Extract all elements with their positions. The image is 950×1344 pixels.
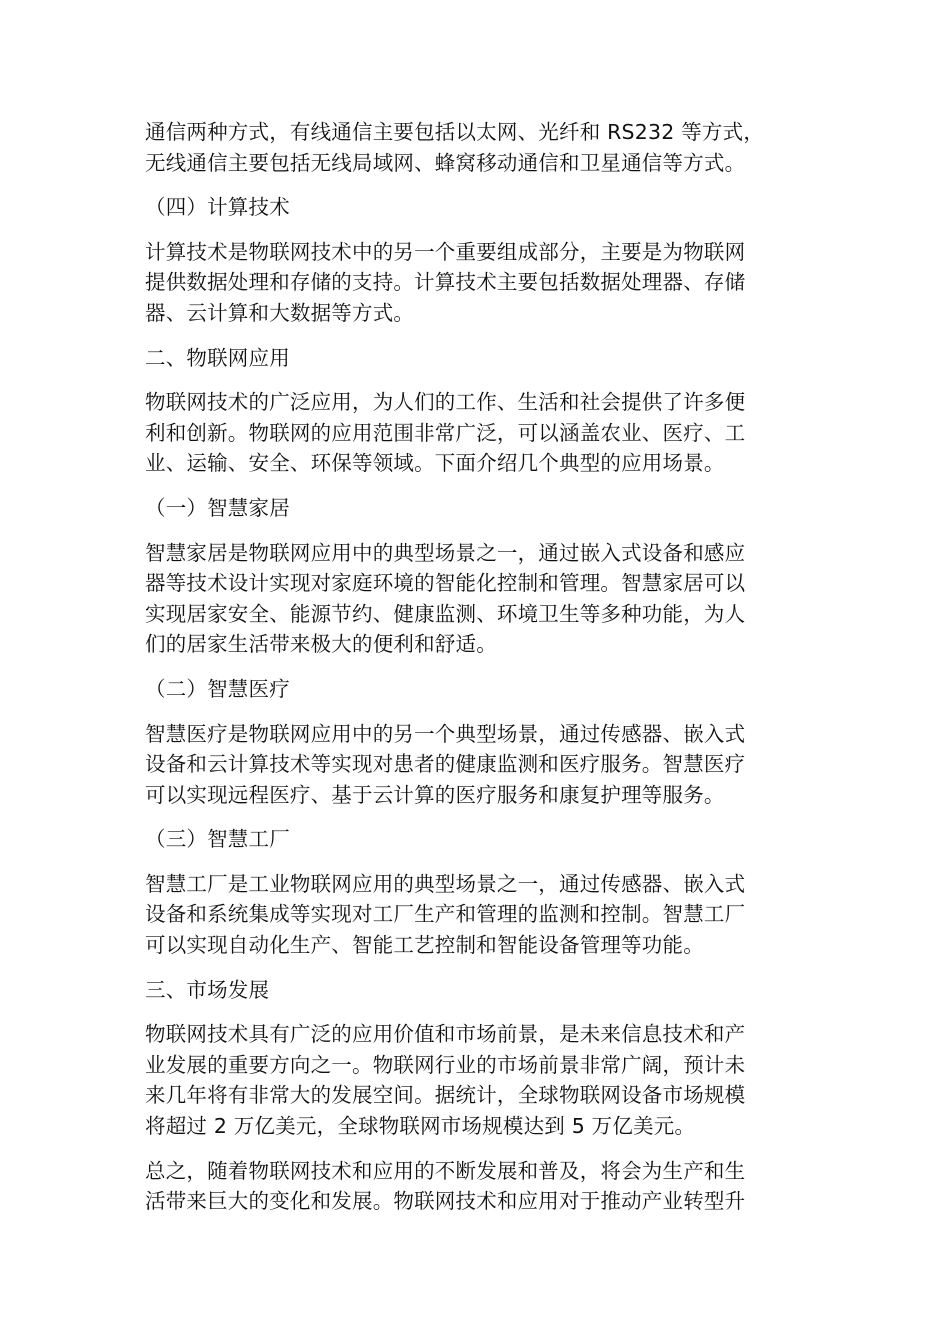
text-line: 智慧工厂是工业物联网应用的典型场景之一，通过传感器、嵌入式: [145, 871, 746, 896]
paragraph-conclusion: [145, 1156, 805, 1217]
paragraph-smart-home: [145, 538, 805, 660]
text-line: 们的居家生活带来极大的便利和舒适。: [145, 632, 497, 657]
text-line: 计算技术是物联网技术中的另一个重要组成部分，主要是为物联网: [145, 239, 746, 264]
text-line: 物联网技术具有广泛的应用价值和市场前景，是未来信息技术和产: [145, 1022, 746, 1047]
text-line: 可以实现自动化生产、智能工艺控制和智能设备管理等功能。: [145, 933, 704, 958]
paragraph-communication-methods: [145, 117, 805, 178]
section-heading-smart-home: （一）智慧家居: [145, 495, 290, 520]
text-line: 无线通信主要包括无线局域网、蜂窝移动通信和卫星通信等方式。: [145, 150, 746, 175]
paragraph-applications: [145, 387, 805, 479]
paragraph-market: [145, 1019, 805, 1141]
text-line: 活带来巨大的变化和发展。物联网技术和应用对于推动产业转型升: [145, 1189, 746, 1214]
text-line: 设备和云计算技术等实现对患者的健康监测和医疗服务。智慧医疗: [145, 752, 746, 777]
text-line: 将超过 2 万亿美元，全球物联网市场规模达到 5 万亿美元。: [145, 1114, 696, 1139]
section-heading-smart-healthcare: （二）智慧医疗: [145, 676, 290, 701]
text-line: 器等技术设计实现对家庭环境的智能化控制和管理。智慧家居可以: [145, 571, 746, 596]
text-line: 业、运输、安全、环保等领域。下面介绍几个典型的应用场景。: [145, 451, 725, 476]
section-heading-computing: （四）计算技术: [145, 195, 290, 220]
text-line: 智慧家居是物联网应用中的典型场景之一，通过嵌入式设备和感应: [145, 540, 746, 565]
text-line: 业发展的重要方向之一。物联网行业的市场前景非常广阔，预计未: [145, 1052, 746, 1077]
paragraph-computing: [145, 237, 805, 329]
text-line: 器、云计算和大数据等方式。: [145, 300, 415, 325]
document-page: [145, 117, 805, 1231]
text-line: 通信两种方式，有线通信主要包括以太网、光纤和 RS232 等方式，: [145, 120, 765, 144]
text-line: 物联网技术的广泛应用，为人们的工作、生活和社会提供了许多便: [145, 390, 746, 415]
text-line: 总之，随着物联网技术和应用的不断发展和普及，将会为生产和生: [145, 1158, 746, 1183]
text-line: 可以实现远程医疗、基于云计算的医疗服务和康复护理等服务。: [145, 782, 725, 807]
section-heading-applications: 二、物联网应用: [145, 345, 290, 370]
paragraph-smart-factory: [145, 869, 805, 961]
text-line: 来几年将有非常大的发展空间。据统计，全球物联网设备市场规模: [145, 1083, 746, 1108]
paragraph-smart-healthcare: [145, 719, 805, 811]
text-line: 设备和系统集成等实现对工厂生产和管理的监测和控制。智慧工厂: [145, 902, 746, 927]
section-heading-smart-factory: （三）智慧工厂: [145, 827, 290, 852]
text-line: 智慧医疗是物联网应用中的另一个典型场景，通过传感器、嵌入式: [145, 721, 746, 746]
text-line: 利和创新。物联网的应用范围非常广泛，可以涵盖农业、医疗、工: [145, 420, 746, 445]
section-heading-market: 三、市场发展: [145, 977, 270, 1002]
text-line: 实现居家安全、能源节约、健康监测、环境卫生等多种功能，为人: [145, 601, 746, 626]
text-line: 提供数据处理和存储的支持。计算技术主要包括数据处理器、存储: [145, 270, 746, 295]
